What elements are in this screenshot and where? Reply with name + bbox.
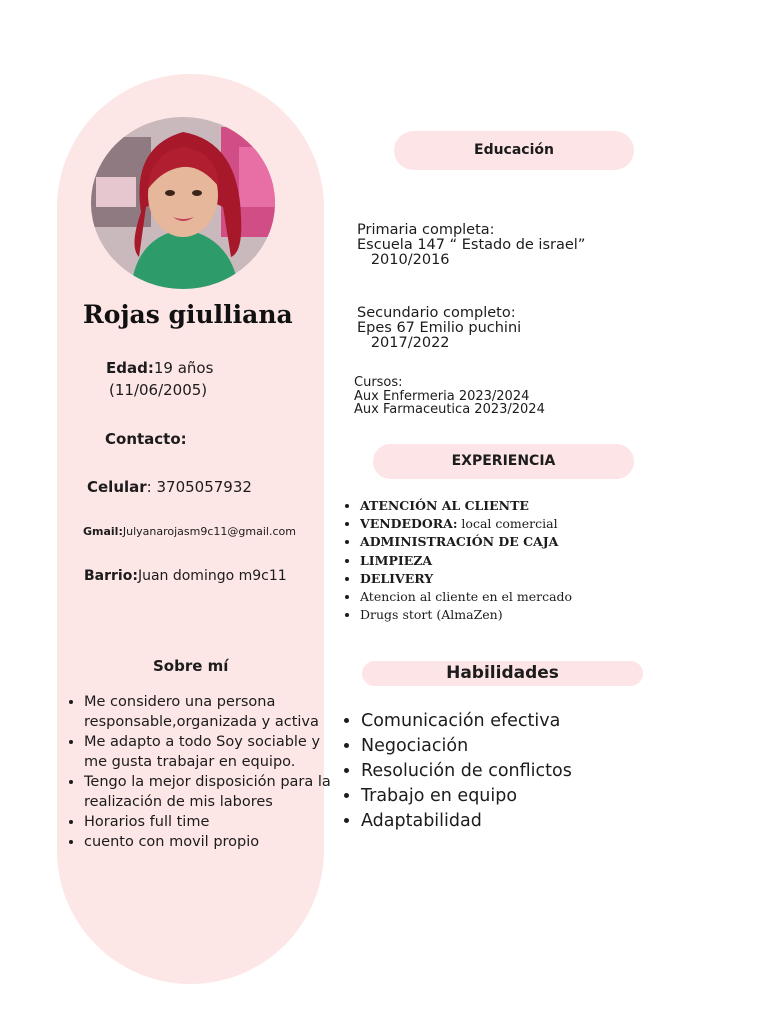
experience-item: [360, 588, 572, 606]
experience-title: ADMINISTRACIÓN DE CAJA: [360, 534, 559, 550]
skills-list: [340, 709, 572, 834]
gmail-value: Julyanarojasm9c11@gmail.com: [122, 525, 296, 538]
education-line: Aux Enfermeria 2023/2024: [354, 388, 530, 404]
education-entry-primaria: [357, 223, 585, 268]
education-line: Primaria completa:: [357, 222, 495, 238]
barrio-value: Juan domingo m9c11: [137, 568, 287, 584]
experience-title: ATENCIÓN AL CLIENTE: [360, 498, 529, 513]
experience-detail: Drugs stort (AlmaZen): [360, 607, 503, 623]
phone-row: [87, 478, 252, 496]
education-entry-cursos: [354, 376, 545, 417]
experience-list: [340, 497, 572, 624]
birthdate: (11/06/2005): [109, 381, 208, 399]
age-row: [106, 359, 213, 377]
experience-item: [360, 533, 572, 551]
experience-item: [360, 570, 572, 588]
skill-item: • Resolución de conflictos: [361, 759, 572, 784]
experience-item: [360, 606, 572, 624]
phone-value: : 3705057932: [146, 478, 252, 496]
experience-item: [360, 515, 572, 533]
education-line: Epes 67 Emilio puchini: [357, 320, 522, 336]
skill-item: • Comunicación efectiva: [361, 709, 572, 734]
education-line: Aux Farmaceutica 2023/2024: [354, 402, 545, 417]
experience-detail: Atencion al cliente en el mercado: [360, 589, 573, 605]
barrio-row: [84, 568, 287, 584]
candidate-name: Rojas giulliana: [83, 300, 293, 329]
experience-item: [360, 552, 572, 570]
about-heading: Sobre mí: [153, 657, 229, 675]
experience-title: LIMPIEZA: [360, 552, 433, 568]
about-item: • cuento con movil propio: [84, 832, 334, 852]
education-heading: Educación: [394, 131, 634, 170]
experience-title: VENDEDORA:: [360, 516, 458, 532]
experience-heading: EXPERIENCIA: [373, 444, 634, 479]
about-item: • Tengo la mejor disposición para la realización de mis labores: [84, 772, 334, 812]
about-item: • Me considero una persona responsable,organizada y activa: [84, 692, 334, 732]
skill-item: • Adaptabilidad: [361, 809, 572, 834]
education-entry-secundario: [357, 306, 521, 351]
skills-heading: Habilidades: [362, 661, 643, 686]
gmail-row: [83, 525, 296, 538]
phone-label: Celular: [87, 478, 147, 496]
age-label: Edad:: [106, 359, 154, 377]
profile-photo: [91, 117, 275, 289]
experience-title: DELIVERY: [360, 570, 434, 586]
education-line: Escuela 147 “ Estado de israel”: [357, 237, 586, 253]
barrio-label: Barrio:: [84, 568, 138, 584]
education-line: Cursos:: [354, 375, 403, 390]
age-value: 19 años: [153, 359, 214, 377]
about-list: [66, 692, 334, 852]
education-line: Secundario completo:: [357, 305, 516, 321]
about-item: • Horarios full time: [84, 812, 334, 832]
experience-item: [360, 497, 572, 515]
gmail-label: Gmail:: [83, 525, 123, 538]
contact-heading: Contacto:: [105, 430, 187, 448]
skill-item: • Negociación: [361, 734, 572, 759]
education-line: 2010/2016: [357, 252, 450, 268]
skill-item: • Trabajo en equipo: [361, 784, 572, 809]
about-item: • Me adapto a todo Soy sociable y me gusta trabajar en equipo.: [84, 732, 334, 772]
experience-detail: local comercial: [457, 516, 558, 532]
education-line: 2017/2022: [357, 335, 450, 351]
